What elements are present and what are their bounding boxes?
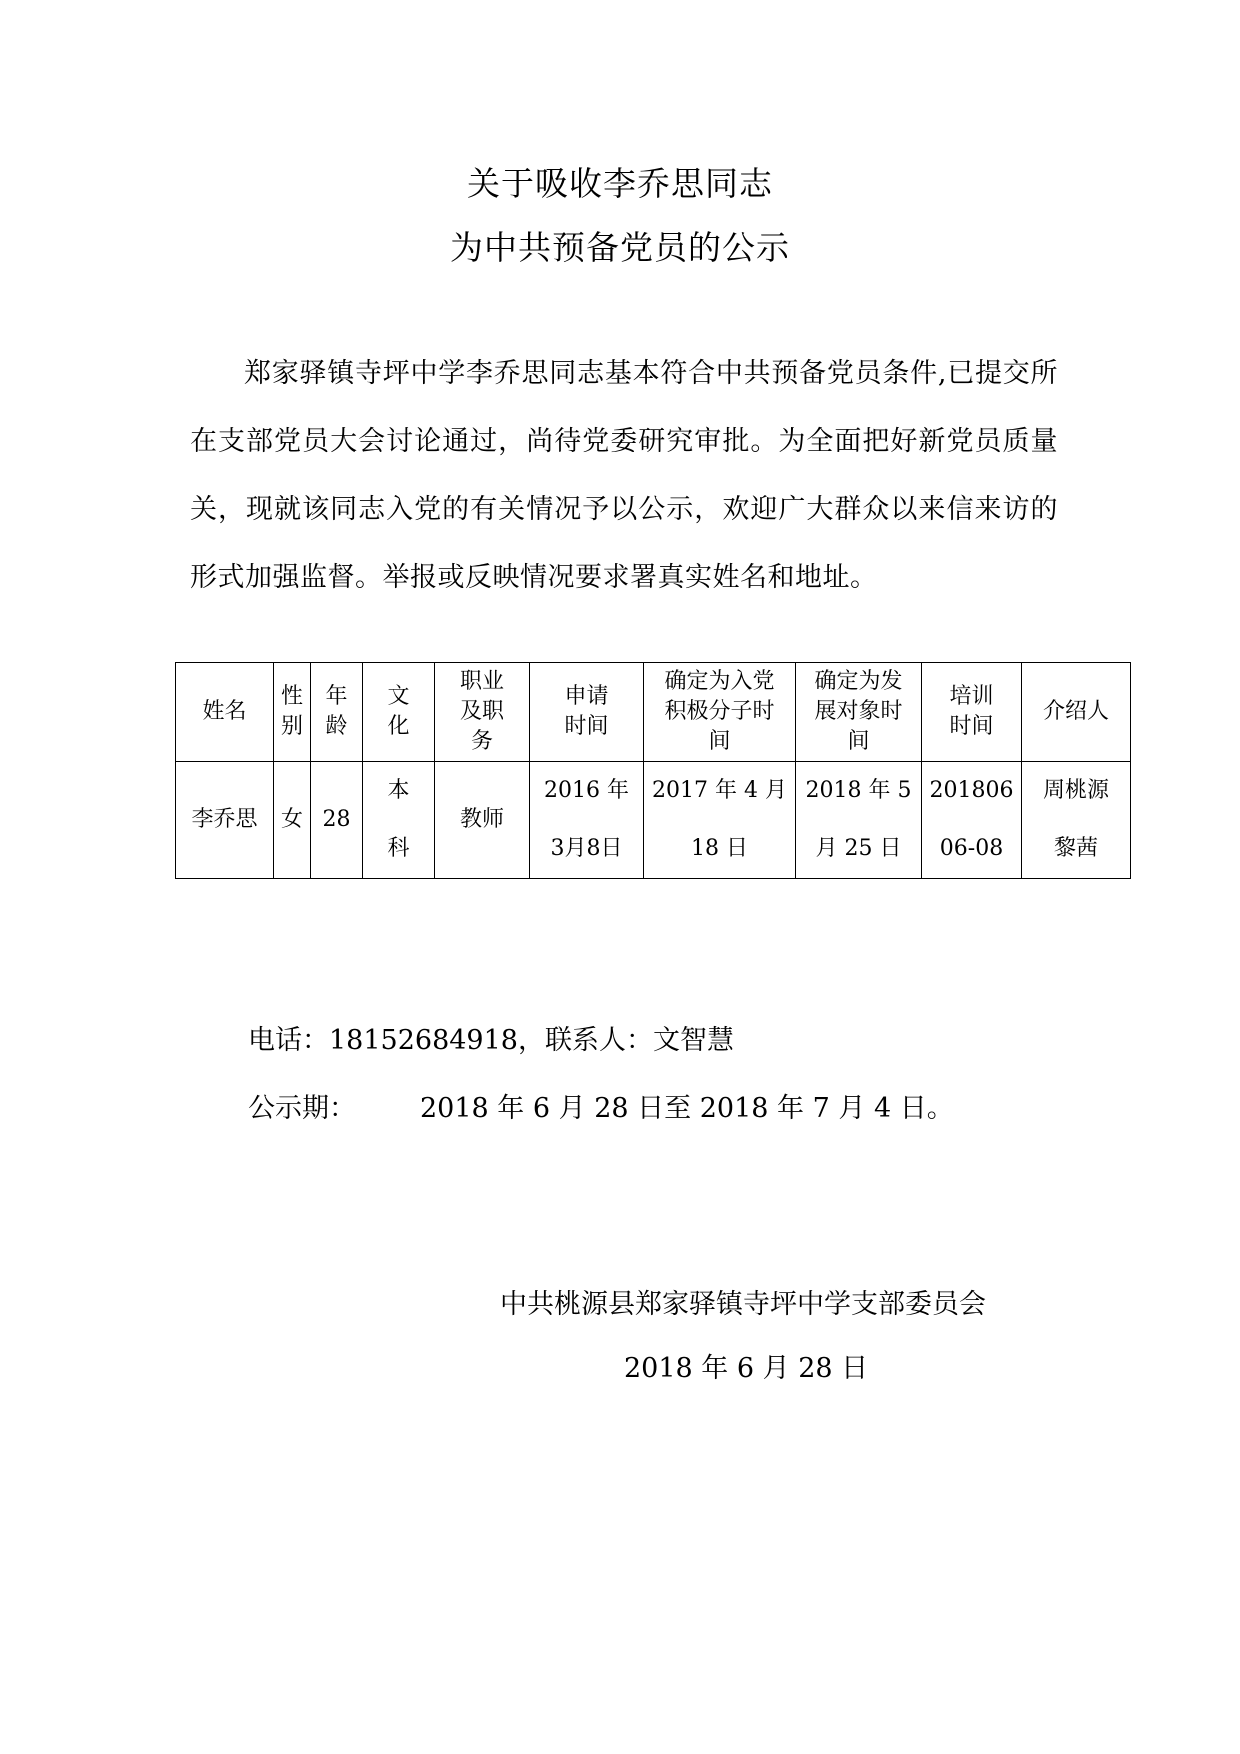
publicity-period bbox=[248, 1086, 954, 1125]
header-candidate-date: 确定为发 展对象时 间 bbox=[796, 663, 922, 762]
notice-title-line2: 为中共预备党员的公示 bbox=[450, 228, 790, 267]
cell-education: 本 科 bbox=[363, 762, 435, 879]
notice-body: 郑家驿镇寺坪中学李乔思同志基本符合中共预备党员条件,已提交所在支部党员大会讨论通过，尚待党委研究审批。为全面把好新党员质量关，现就该同志入党的有关情况予以公示，欢迎广大群众以来信来访的形式加强监督。举报或反映情况要求署真实姓名和地址。 bbox=[190, 358, 1058, 593]
cell-age: 28 bbox=[311, 762, 363, 879]
table-header-row bbox=[176, 663, 1131, 762]
signature-date: 2018 年 6 月 28 日 bbox=[624, 1353, 869, 1384]
period-label: 公示期： bbox=[248, 1093, 356, 1124]
member-info-table bbox=[175, 662, 1131, 879]
header-job: 职业 及职 务 bbox=[435, 663, 530, 762]
cell-candidate-date: 2018 年 5 月 25 日 bbox=[796, 762, 922, 879]
header-training-date: 培训 时间 bbox=[922, 663, 1022, 762]
header-gender: 性 别 bbox=[274, 663, 311, 762]
cell-name: 李乔思 bbox=[176, 762, 274, 879]
table-row bbox=[176, 762, 1131, 879]
period-value: 2018 年 6 月 28 日至 2018 年 7 月 4 日。 bbox=[420, 1093, 954, 1124]
cell-sponsor: 周桃源 黎茜 bbox=[1022, 762, 1131, 879]
notice-title-line1: 关于吸收李乔思同志 bbox=[467, 164, 773, 203]
header-sponsor: 介绍人 bbox=[1022, 663, 1131, 762]
header-apply-date: 申请 时间 bbox=[530, 663, 644, 762]
header-age: 年 龄 bbox=[311, 663, 363, 762]
cell-job: 教师 bbox=[435, 762, 530, 879]
cell-training-date: 201806 06-08 bbox=[922, 762, 1022, 879]
contact-info: 电话：18152684918，联系人：文智慧 bbox=[248, 1025, 734, 1056]
cell-activist-date: 2017 年 4 月 18 日 bbox=[644, 762, 796, 879]
header-activist-date: 确定为入党 积极分子时 间 bbox=[644, 663, 796, 762]
cell-gender: 女 bbox=[274, 762, 311, 879]
header-education: 文 化 bbox=[363, 663, 435, 762]
header-name: 姓名 bbox=[176, 663, 274, 762]
cell-apply-date: 2016 年 3月8日 bbox=[530, 762, 644, 879]
signature-organization: 中共桃源县郑家驿镇寺坪中学支部委员会 bbox=[500, 1289, 986, 1320]
